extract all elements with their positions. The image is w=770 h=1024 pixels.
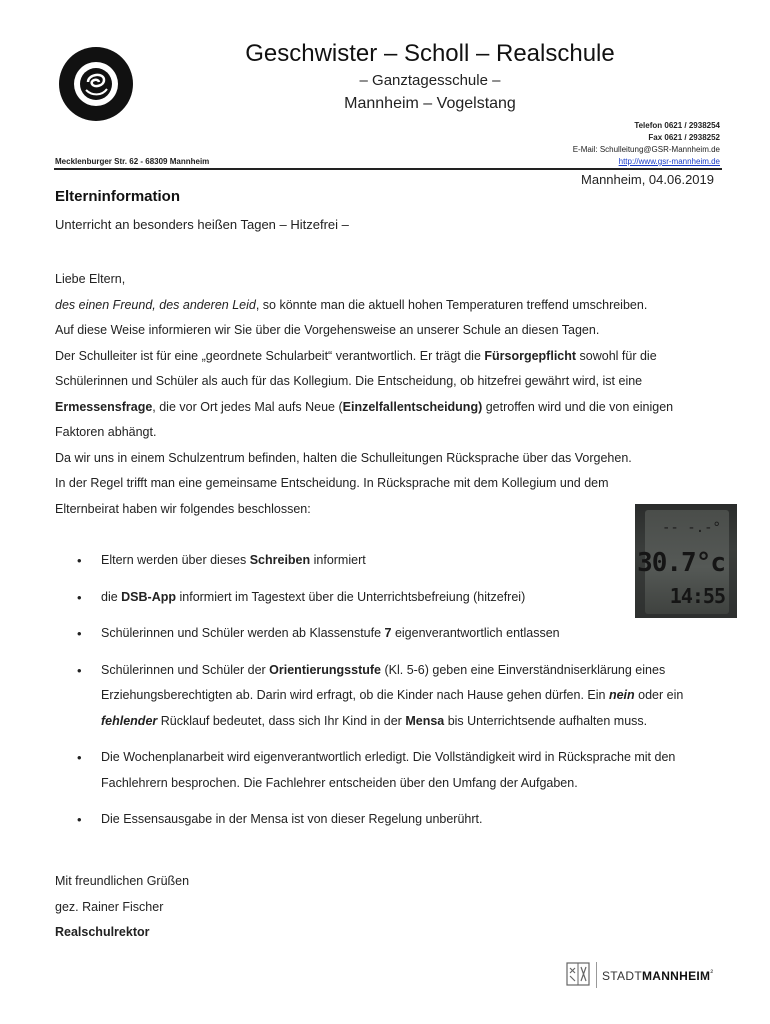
list-item: • die DSB-App informiert im Tagestext über die Unterrichtsbefreiung (hitzefrei) (55, 585, 725, 611)
city-emblem-icon (566, 962, 590, 986)
decision-list (55, 548, 725, 833)
letter-date: Mannheim, 04.06.2019 (581, 172, 714, 187)
list-item: • Schülerinnen und Schüler der Orientierungsstufe (Kl. 5-6) geben eine Einverständniserklärung eines Erziehungsberechtigten ab. Darin wird erfragt, ob die Kinder nach Hause gehen dürfen. Ein nein oder ein fehlender Rücklauf bedeutet, dass sich Ihr Kind in der Mensa bis Unterrichtsende aufhalten muss. (55, 658, 725, 735)
letter-body (55, 267, 725, 522)
school-subtitle: – Ganztagesschule – (359, 72, 501, 89)
city-logo (566, 962, 736, 988)
list-item: • Die Essensausgabe in der Mensa ist von dieser Regelung unberührt. (55, 807, 725, 833)
paragraph-3: Der Schulleiter ist für eine „geordnete Schularbeit“ verantwortlich. Er trägt die Fürsorgepflicht sowohl für die Schülerinnen und Schüler als auch für das Kollegium. Die Entscheidung, ob hitzefrei gewährt wird, ist eine Ermessensfrage, die vor Ort jedes Mal aufs Neue (Einzelfallentscheidung) getroffen wird und die von einigen Faktoren abhängt. (55, 348, 674, 439)
list-item: • Schülerinnen und Schüler werden ab Klassenstufe 7 eigenverantwortlich entlassen (55, 621, 725, 647)
school-location: Mannheim – Vogelstang (344, 95, 516, 112)
letter-subject: Unterricht an besonders heißen Tagen – Hitzefrei – (55, 217, 349, 232)
list-item: • Eltern werden über dieses Schreiben informiert (55, 548, 725, 574)
paragraph-4: Da wir uns in einem Schulzentrum befinden, halten die Schulleitungen Rücksprache über das Vorgehen. In der Regel trifft man eine gemeinsame Entscheidung. In Rücksprache mit dem Kollegium und dem Elternbeirat haben wir folgendes beschlossen: (55, 450, 632, 516)
letter-heading: Elterninformation (55, 188, 181, 205)
paragraph-1: des einen Freund, des anderen Leid, so könnte man die aktuell hohen Temperaturen treffend umschreiben. (55, 297, 648, 312)
signature-role: Realschulrektor (55, 925, 150, 939)
website-link[interactable]: http://www.gsr-mannheim.de (618, 157, 720, 166)
city-name: $STADTMANNHEIM^{^2}$ (602, 968, 714, 983)
thermometer-temperature: 30.7°c (637, 548, 725, 578)
thermometer-line-1: -- -.-° (661, 520, 721, 536)
school-logo (58, 46, 134, 122)
header-divider (54, 168, 722, 170)
signature-name: gez. Rainer Fischer (55, 900, 164, 914)
school-title: Geschwister – Scholl – Realschule (245, 40, 615, 67)
contact-block (573, 120, 720, 168)
email-address: E-Mail: Schulleitung@GSR-Mannheim.de (572, 145, 720, 154)
salutation: Liebe Eltern, (55, 272, 126, 286)
fax-number: Fax 0621 / 2938252 (648, 133, 720, 142)
list-item: • Die Wochenplanarbeit wird eigenverantwortlich erledigt. Die Vollständigkeit wird in Rücksprache mit den Fachlehrern besprochen. Die Fachlehrer entscheiden über den Umfang der Aufgaben. (55, 745, 725, 796)
postal-address: Mecklenburger Str. 62 - 68309 Mannheim (55, 157, 210, 166)
thermometer-time: 14:55 (669, 584, 725, 608)
closing-greeting: Mit freundlichen Grüßen (55, 874, 190, 888)
paragraph-2: Auf diese Weise informieren wir Sie über die Vorgehensweise an unserer Schule an diesen Tagen. (55, 323, 600, 337)
phone-number: Telefon 0621 / 2938254 (634, 121, 720, 130)
